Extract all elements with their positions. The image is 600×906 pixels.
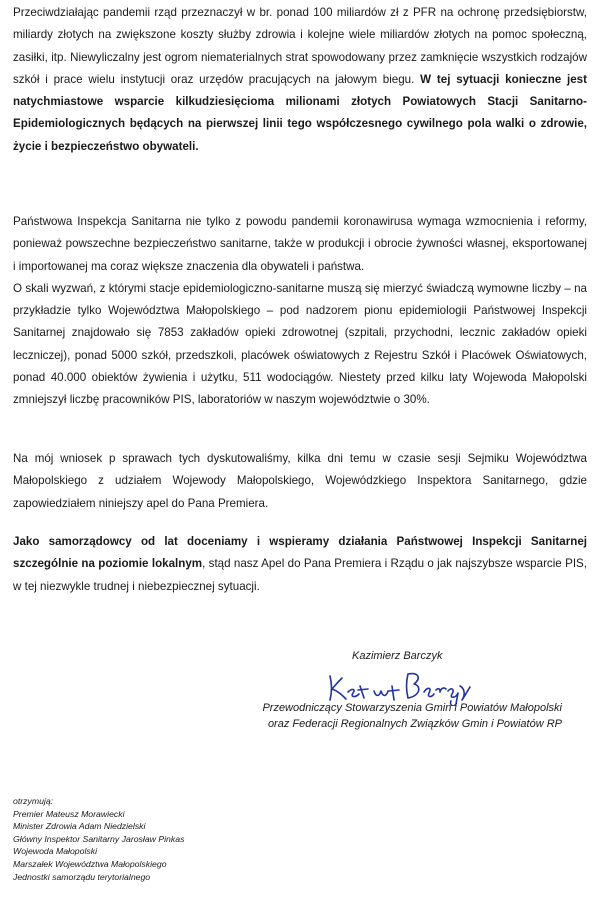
recipient-item: Premier Mateusz Morawiecki [13, 808, 125, 819]
recipients-list [13, 795, 184, 883]
paragraph-sejmik-session: Na mój wniosek p sprawach tych dyskutowaliśmy, kilka dni temu w czasie sesji Sejmiku Województwa Małopolskiego z udziałem Wojewody Małopolskiego, Wojewódzkiego Inspektora Sanitarnego, gdzie zapowiedziałem niniejszy apel do Pana Premiera. [13, 452, 587, 510]
recipient-item: Wojewoda Małopolski [13, 846, 98, 857]
recipient-item: Jednostki samorządu terytorialnego [13, 871, 151, 882]
paragraph-bold-text: W tej sytuacji konieczne jest natychmiastowe wsparcie kilkudziesięcioma milionami złotych Powiatowych Stacji Sanitarno-Epidemiologicznych będących na pierwszej linii tego współczesnego cywilnego pola walki o zdrowie, życie i bezpieczeństwo obywateli. [13, 72, 587, 153]
signatory-title: oraz Federacji Regionalnych Związków Gmin i Powiatów RP [267, 718, 562, 730]
recipient-item: Minister Zdrowia Adam Niedzielski [13, 821, 146, 832]
signatory-title: Przewodniczący Stowarzyszenia Gmin i Powiatów Małopolski [262, 702, 562, 714]
recipients-heading: otrzymują: [13, 796, 54, 806]
recipient-item: Marszałek Województwa Małopolskiego [13, 858, 167, 869]
paragraph-line: Państwowa Inspekcja Sanitarna nie tylko z powodu pandemii koronawirusa wymaga wzmocnienia i reformy, ponieważ powszechne bezpieczeństwo sanitarne, także w produkcji i obrocie żywności własnej, eksportowanej i importowanej ma coraz większe znaczenia dla obywateli i państwa. [13, 215, 587, 273]
paragraph-bold-text: Jako samorządowcy od lat doceniamy i wspieramy działania Państwowej Inspekcji Sanitarnej szczególnie na poziomie lokalnym [13, 535, 587, 571]
signatory-name: Kazimierz Barczyk [352, 650, 443, 662]
paragraph-appeal [13, 531, 587, 598]
paragraph-normal-text: , stąd nasz Apel do Pana Premiera i Rządu o jak najszybsze wsparcie PIS, w tej niezwykle trudnej i niebezpiecznej sytuacji. [13, 557, 587, 593]
paragraph-normal-text: Przeciwdziałając pandemii rząd przeznaczył w br. ponad 100 miliardów zł z PFR na ochronę przedsiębiorstw, miliardy złotych na zwiększone koszty służby zdrowia i kolejne wiele miliardów złotych na pomoc społeczną, zasiłki, itp. Niewyliczalny jest ogrom niematerialnych strat spowodowany przez zamknięcie wszystkich rodzajów szkół i prace wielu instytucji oraz urzędów pracujących na jałowym biegu. [13, 6, 587, 86]
paragraph-sanitary-inspection [13, 211, 587, 412]
recipient-item: Główny Inspektor Sanitarny Jarosław Pinkas [13, 833, 185, 844]
paragraph-line: O skali wyzwań, z którymi stacje epidemiologiczno-sanitarne muszą się mierzyć świadczą wymowne liczby – na przykładzie tylko Województwa Małopolskiego – pod nadzorem pionu epidemiologii Państwowej Inspekcji Sanitarnej znajdowało się 7853 zakładów opieki zdrowotnej (szpitali, przychodni, lecznic zakładów opieki leczniczej), ponad 5000 szkół, przedszkoli, placówek oświatowych z Rejestru Szkół i Placówek Oświatowych, ponad 40.000 obiektów żywienia i użytku, 511 wodociągów. Niestety przed kilku laty Wojewoda Małopolski zmniejszył liczbę pracowników PIS, laboratoriów w naszym województwie o 30%. [13, 281, 587, 407]
paragraph-pandemic-funding [13, 2, 587, 158]
